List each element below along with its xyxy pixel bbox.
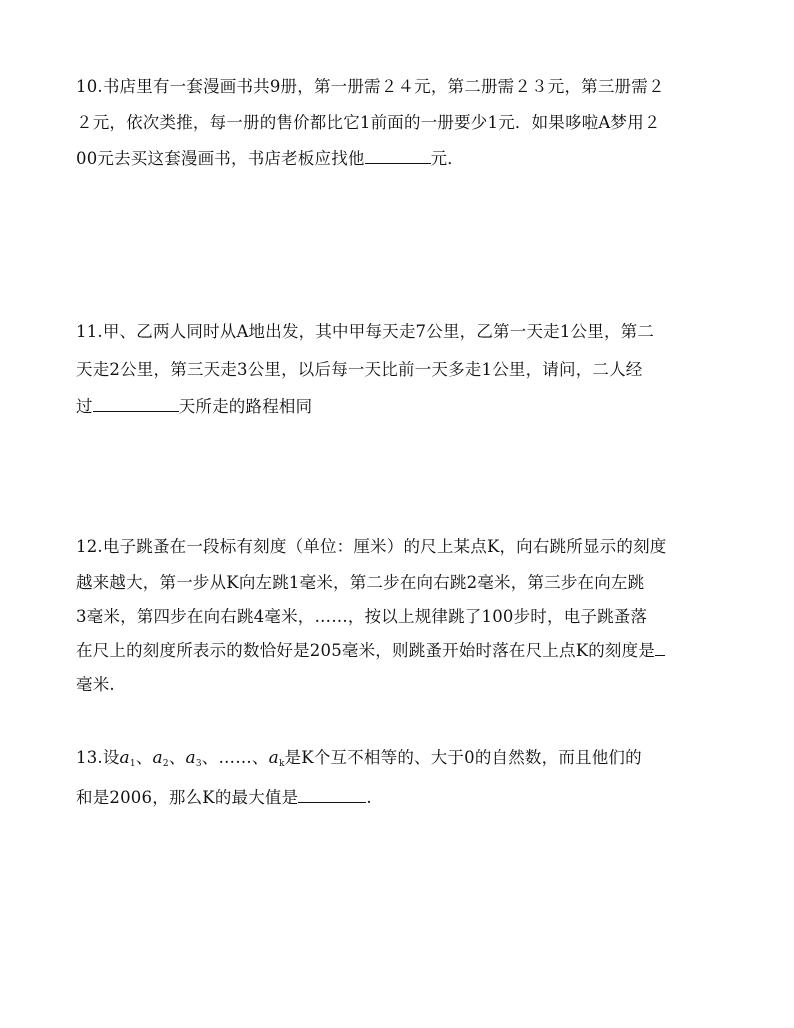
math-a1-sub: 1 — [129, 759, 136, 769]
problem-13-text-5: 是K个互不相等的、大于0的自然数，而且他们的 — [284, 748, 642, 767]
problem-12-line-1 — [76, 537, 666, 557]
math-a3 — [186, 748, 202, 768]
problem-11-line-1 — [76, 322, 654, 342]
problem-11-text-4: 天所走的路程相同 — [178, 397, 313, 416]
problem-10-text-4: 元． — [430, 149, 465, 168]
problem-13-text-1: 设 — [102, 748, 120, 767]
problem-11-text-1: 甲、乙两人同时从A地出发，其中甲每天走7公里，乙第一天走1公里，第二 — [102, 322, 655, 341]
math-ak-letter: a — [268, 748, 279, 768]
problem-12-text-3: 3毫米，第四步在向右跳4毫米，……，按以上规律跳了100步时，电子跳蚤落 — [76, 607, 648, 626]
problem-10-line-2 — [76, 113, 661, 133]
math-a2-sub: 2 — [162, 759, 169, 769]
problem-12-number: 12. — [76, 537, 103, 556]
problem-13-text-6: 和是2006，那么K的最大值是 — [76, 788, 299, 807]
answer-blank-11[interactable] — [93, 397, 179, 412]
math-a1-letter: a — [119, 748, 130, 768]
problem-12-line-5 — [76, 675, 115, 695]
problem-11-line-3 — [76, 397, 312, 417]
problem-12-line-4 — [76, 641, 665, 661]
problem-11-text-3: 过 — [76, 397, 93, 416]
problem-12-text-2: 越来越大，第一步从K向左跳1毫米，第二步在向右跳2毫米，第三步在向左跳 — [76, 573, 645, 592]
problem-10-line-1 — [76, 77, 665, 97]
problem-12-line-2 — [76, 573, 644, 593]
answer-blank-10[interactable] — [365, 149, 431, 164]
problem-12-text-4: 在尺上的刻度所表示的数恰好是205毫米，则跳蚤开始时落在尺上点K的刻度是 — [76, 641, 656, 660]
math-a2 — [153, 748, 169, 768]
math-a3-letter: a — [185, 748, 196, 768]
problem-10-number: 10. — [76, 77, 103, 96]
math-a1 — [120, 748, 136, 768]
problem-10-line-3 — [76, 149, 464, 169]
problem-10-text-1: 书店里有一套漫画书共9册，第一册需２４元，第二册需２３元，第三册需２ — [102, 77, 665, 96]
problem-13-number: 13. — [76, 748, 103, 767]
problem-13-line-1 — [76, 748, 642, 774]
problem-11-number: 11. — [76, 322, 103, 341]
answer-blank-12[interactable] — [655, 641, 665, 656]
math-a2-letter: a — [152, 748, 163, 768]
problem-12-line-3 — [76, 607, 647, 627]
math-ak — [269, 748, 285, 768]
problem-13-line-2 — [76, 788, 372, 808]
problem-10-text-2: ２元，依次类推，每一册的售价都比它1前面的一册要少1元．如果哆啦A梦用２ — [76, 113, 661, 132]
math-a3-sub: 3 — [195, 759, 202, 769]
answer-blank-13[interactable] — [298, 788, 366, 803]
math-ak-sub: k — [278, 759, 285, 769]
problem-13-text-7: . — [366, 788, 372, 807]
problem-11-line-2 — [76, 360, 643, 380]
problem-11-text-2: 天走2公里，第三天走3公里，以后每一天比前一天多走1公里，请问，二人经 — [76, 360, 643, 379]
problem-10-text-3: 00元去买这套漫画书，书店老板应找他 — [76, 149, 365, 168]
problem-13-text-3: 、 — [168, 748, 186, 767]
problem-12-text-1: 电子跳蚤在一段标有刻度（单位：厘米）的尺上某点K，向右跳所显示的刻度 — [102, 537, 667, 556]
problem-12-text-5: 毫米. — [76, 675, 115, 694]
problem-13-text-2: 、 — [135, 748, 153, 767]
problem-13-text-4: 、……、 — [201, 748, 269, 767]
